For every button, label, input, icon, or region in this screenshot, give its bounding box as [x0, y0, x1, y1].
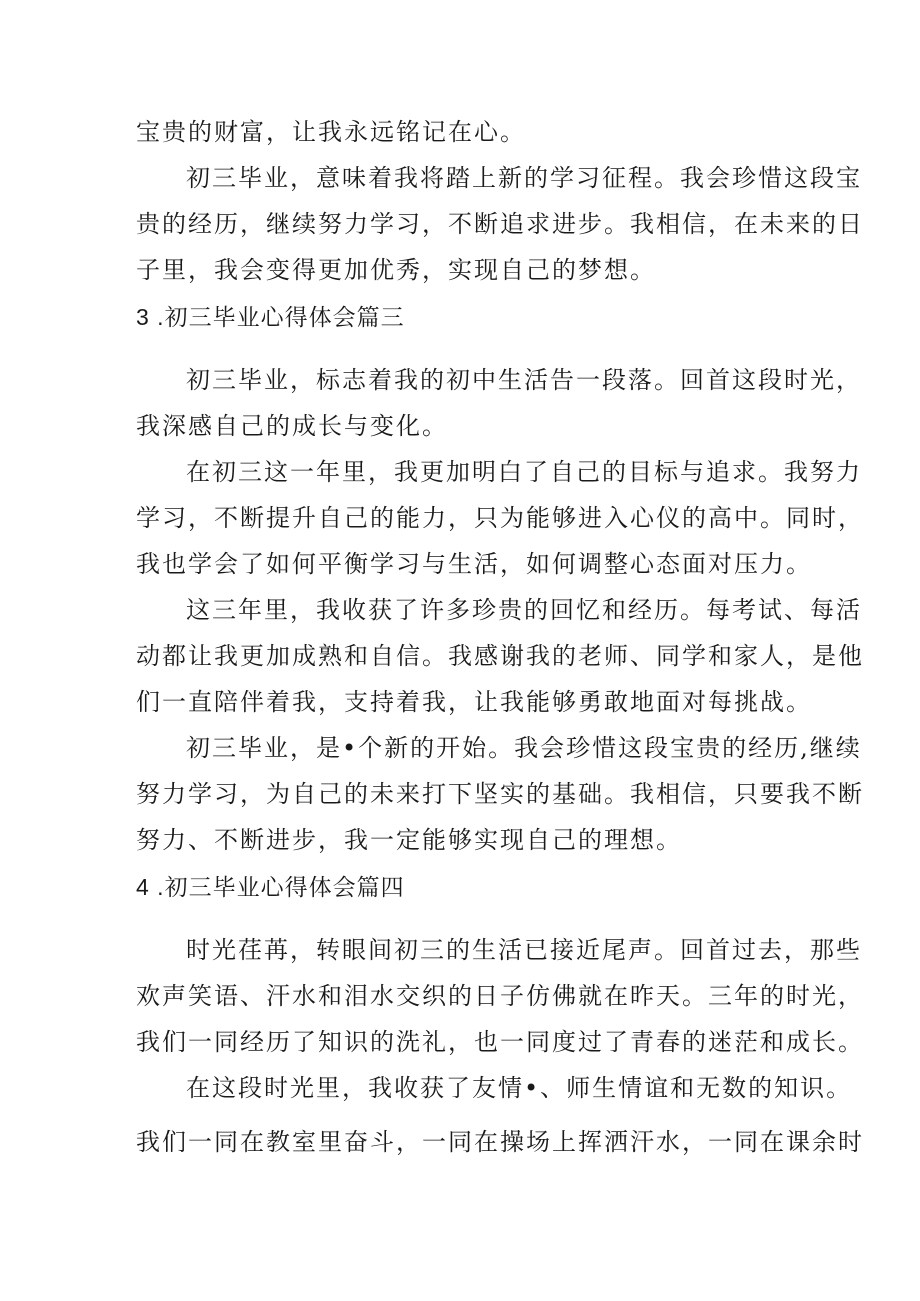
paragraph-line: 欢声笑语、汗水和泪水交织的日子仿佛就在昨天。三年的时光， — [136, 982, 864, 1010]
paragraph-line: 我深感自己的成长与变化。 — [136, 412, 448, 440]
paragraph-line: 努力学习，为自己的未来打下坚实的基础。我相信，只要我不断 — [136, 780, 864, 808]
paragraph-line: 努力、不断进步，我一定能够实现自己的理想。 — [136, 826, 682, 854]
paragraph-line: 在初三这一年里，我更加明白了自己的目标与追求。我努力 — [186, 458, 862, 486]
paragraph-line: 时光荏苒，转眼间初三的生活已接近尾声。回首过去，那些 — [186, 936, 862, 964]
paragraph-line: 们一直陪伴着我，支持着我，让我能够勇敢地面对每挑战。 — [136, 688, 812, 716]
paragraph-line: 子里，我会变得更加优秀，实现自己的梦想。 — [136, 256, 656, 284]
paragraph-line: 这三年里，我收获了许多珍贵的回忆和经历。每考试、每活 — [186, 596, 862, 624]
paragraph-line: 我们一同在教室里奋斗，一同在操场上挥洒汗水，一同在课余时 — [136, 1128, 864, 1156]
paragraph-line: 我们一同经历了知识的洗礼，也一同度过了青春的迷茫和成长。 — [136, 1028, 864, 1056]
paragraph-line: 初三毕业，意味着我将踏上新的学习征程。我会珍惜这段宝 — [186, 164, 862, 192]
paragraph-line: 学习，不断提升自己的能力，只为能够进入心仪的高中。同时， — [136, 504, 864, 532]
paragraph-line: 我也学会了如何平衡学习与生活，如何调整心态面对压力。 — [136, 550, 812, 578]
paragraph-line: 宝贵的财富，让我永远铭记在心。 — [136, 118, 526, 146]
paragraph-line: 动都让我更加成熟和自信。我感谢我的老师、同学和家人，是他 — [136, 642, 864, 670]
section-heading: 3 .初三毕业心得体会篇三 — [136, 304, 405, 330]
paragraph-line: 初三毕业，是•个新的开始。我会珍惜这段宝贵的经历,继续 — [186, 734, 862, 762]
section-heading: 4 .初三毕业心得体会篇四 — [136, 874, 405, 900]
paragraph-line: 初三毕业，标志着我的初中生活告一段落。回首这段时光， — [186, 366, 862, 394]
paragraph-line: 在这段时光里，我收获了友情•、师生情谊和无数的知识。 — [186, 1074, 853, 1102]
paragraph-line: 贵的经历，继续努力学习，不断追求进步。我相信，在未来的日 — [136, 210, 864, 238]
